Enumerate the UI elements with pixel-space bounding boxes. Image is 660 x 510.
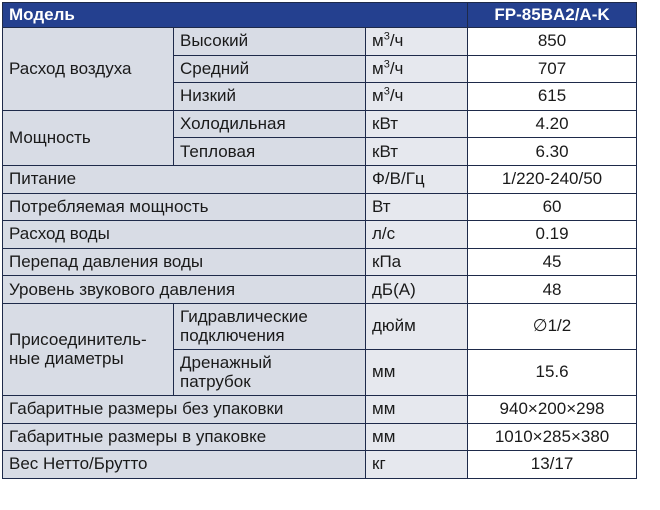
table-row xyxy=(3,303,637,349)
drain-label: Дренажный патрубок xyxy=(174,349,366,395)
airflow-high-value: 850 xyxy=(468,28,637,56)
water-flow-value: 0.19 xyxy=(468,221,637,249)
dims-unpacked-label: Габаритные размеры без упаковки xyxy=(3,395,366,423)
airflow-high-label: Высокий xyxy=(174,28,366,56)
hydraulic-label: Гидравлические подключения xyxy=(174,303,366,349)
model-value: FP-85BA2/A-K xyxy=(468,3,637,28)
drain-unit: мм xyxy=(366,349,468,395)
table-row xyxy=(3,221,637,249)
noise-label: Уровень звукового давления xyxy=(3,276,366,304)
airflow-low-unit: $м^3/ч$ xyxy=(366,83,468,111)
airflow-mid-unit: $м^3/ч$ xyxy=(366,55,468,83)
hydraulic-value: ∅1/2 xyxy=(468,303,637,349)
airflow-mid-label: Средний xyxy=(174,55,366,83)
power-cool-value: 4.20 xyxy=(468,110,637,138)
consumption-unit: Вт xyxy=(366,193,468,221)
power-heat-label: Тепловая xyxy=(174,138,366,166)
consumption-label: Потребляемая мощность xyxy=(3,193,366,221)
table-row xyxy=(3,248,637,276)
model-label: Модель xyxy=(3,3,468,28)
noise-unit: дБ(А) xyxy=(366,276,468,304)
dims-packed-unit: мм xyxy=(366,423,468,451)
header-row xyxy=(3,3,637,28)
table-row xyxy=(3,193,637,221)
connections-label: Присоединитель- ные диаметры xyxy=(3,303,174,395)
table-row xyxy=(3,451,637,479)
supply-unit: Ф/В/Гц xyxy=(366,165,468,193)
weight-value: 13/17 xyxy=(468,451,637,479)
hydraulic-unit: дюйм xyxy=(366,303,468,349)
weight-unit: кг xyxy=(366,451,468,479)
table-row xyxy=(3,395,637,423)
noise-value: 48 xyxy=(468,276,637,304)
table-row xyxy=(3,276,637,304)
pressure-drop-unit: кПа xyxy=(366,248,468,276)
table-row xyxy=(3,110,637,138)
table-row xyxy=(3,423,637,451)
spec-table xyxy=(2,2,637,479)
water-flow-unit: л/с xyxy=(366,221,468,249)
power-heat-value: 6.30 xyxy=(468,138,637,166)
water-flow-label: Расход воды xyxy=(3,221,366,249)
table-row xyxy=(3,165,637,193)
drain-value: 15.6 xyxy=(468,349,637,395)
dims-packed-label: Габаритные размеры в упаковке xyxy=(3,423,366,451)
dims-unpacked-value: 940×200×298 xyxy=(468,395,637,423)
pressure-drop-value: 45 xyxy=(468,248,637,276)
power-cool-unit: кВт xyxy=(366,110,468,138)
supply-value: 1/220-240/50 xyxy=(468,165,637,193)
airflow-high-unit: $м^3/ч$ xyxy=(366,28,468,56)
weight-label: Вес Нетто/Брутто xyxy=(3,451,366,479)
airflow-label: Расход воздуха xyxy=(3,28,174,111)
airflow-low-value: 615 xyxy=(468,83,637,111)
dims-unpacked-unit: мм xyxy=(366,395,468,423)
airflow-low-label: Низкий xyxy=(174,83,366,111)
power-label: Мощность xyxy=(3,110,174,165)
consumption-value: 60 xyxy=(468,193,637,221)
dims-packed-value: 1010×285×380 xyxy=(468,423,637,451)
pressure-drop-label: Перепад давления воды xyxy=(3,248,366,276)
airflow-mid-value: 707 xyxy=(468,55,637,83)
power-heat-unit: кВт xyxy=(366,138,468,166)
power-cool-label: Холодильная xyxy=(174,110,366,138)
table-row xyxy=(3,28,637,56)
supply-label: Питание xyxy=(3,165,366,193)
